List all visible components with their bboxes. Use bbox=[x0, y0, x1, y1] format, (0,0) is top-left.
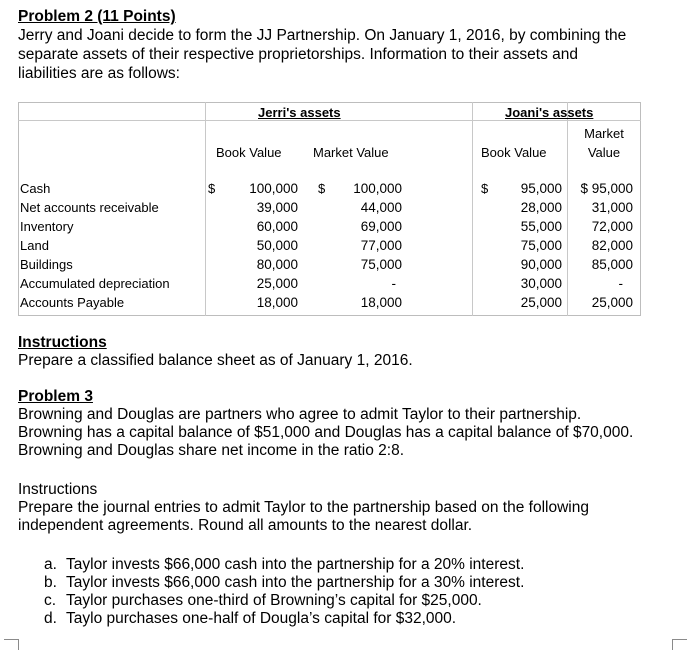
table-cell: 28,000 bbox=[520, 200, 562, 215]
table-cell: $ 95,000 bbox=[580, 181, 633, 196]
problem3-line-3: Browning and Douglas share net income in the ratio 2:8. bbox=[18, 442, 405, 459]
table-cell: 95,000 bbox=[520, 181, 562, 196]
joani-market-value-header-line1: Market bbox=[584, 126, 624, 141]
table-cell: 69,000 bbox=[360, 219, 402, 234]
row-label: Net accounts receivable bbox=[20, 200, 159, 215]
problem2-title: Problem 2 (11 Points) bbox=[18, 8, 176, 25]
instructions2-title: Instructions bbox=[18, 334, 107, 351]
jerri-market-dollar-sign: $ bbox=[318, 181, 326, 196]
jerri-market-values bbox=[330, 179, 402, 312]
table-cell: 60,000 bbox=[256, 219, 298, 234]
table-cell: 39,000 bbox=[256, 200, 298, 215]
table-cell: - bbox=[391, 276, 396, 291]
table-cell: 31,000 bbox=[591, 200, 633, 215]
row-labels bbox=[20, 179, 170, 312]
joani-market-values bbox=[566, 179, 633, 312]
problem3-line-2: Browning has a capital balance of $51,000 and Douglas has a capital balance of $70,000. bbox=[18, 424, 634, 441]
jerri-book-dollar-sign: $ bbox=[208, 181, 216, 196]
joani-book-dollar-sign: $ bbox=[481, 181, 489, 196]
table-cell: 80,000 bbox=[256, 257, 298, 272]
row-label: Accounts Payable bbox=[20, 295, 125, 310]
jerri-book-values bbox=[226, 179, 298, 312]
problem2-line-3: liabilities are as follows: bbox=[18, 65, 180, 82]
instructions3-line-1: Prepare the journal entries to admit Taylor to the partnership based on the following bbox=[18, 499, 589, 516]
joani-market-value-header-line2: Value bbox=[587, 145, 621, 160]
joani-book-values bbox=[490, 179, 562, 312]
list-item-marker: d. bbox=[44, 610, 57, 627]
table-cell: 100,000 bbox=[353, 181, 402, 196]
table-cell: 55,000 bbox=[520, 219, 562, 234]
row-label: Buildings bbox=[20, 257, 73, 272]
row-label: Inventory bbox=[20, 219, 74, 234]
row-label: Land bbox=[20, 238, 49, 253]
table-cell: 50,000 bbox=[256, 238, 298, 253]
list-item: Taylor invests $66,000 cash into the partnership for a 20% interest. bbox=[66, 556, 525, 573]
list-item: Taylor invests $66,000 cash into the partnership for a 30% interest. bbox=[66, 574, 525, 591]
table-cell: 18,000 bbox=[256, 295, 298, 310]
list-item-marker: a. bbox=[44, 556, 57, 573]
instructions2-text: Prepare a classified balance sheet as of January 1, 2016. bbox=[18, 352, 413, 369]
problem3-line-1: Browning and Douglas are partners who agree to admit Taylor to their partnership. bbox=[18, 406, 582, 423]
problem3-title: Problem 3 bbox=[18, 388, 93, 405]
table-cell: 25,000 bbox=[591, 295, 633, 310]
list-item: Taylor purchases one-third of Browning’s capital for $25,000. bbox=[66, 592, 482, 609]
table-cell: 18,000 bbox=[360, 295, 402, 310]
joani-book-value-header: Book Value bbox=[481, 145, 547, 160]
row-label: Cash bbox=[20, 181, 51, 196]
table-cell: 100,000 bbox=[249, 181, 298, 196]
page-corner-mark bbox=[4, 639, 19, 650]
problem2-line-1: Jerry and Joani decide to form the JJ Partnership. On January 1, 2016, by combining the bbox=[18, 27, 627, 44]
table-divider bbox=[472, 102, 473, 316]
table-cell: 72,000 bbox=[591, 219, 633, 234]
table-cell: 25,000 bbox=[256, 276, 298, 291]
jerri-assets-header: Jerri's assets bbox=[258, 105, 341, 120]
table-cell: 85,000 bbox=[591, 257, 633, 272]
table-cell: 82,000 bbox=[591, 238, 633, 253]
table-divider bbox=[205, 102, 206, 316]
table-cell: 75,000 bbox=[520, 238, 562, 253]
jerri-book-value-header: Book Value bbox=[216, 145, 282, 160]
table-cell: 44,000 bbox=[360, 200, 402, 215]
joani-assets-header: Joani's assets bbox=[505, 105, 594, 120]
list-item-marker: b. bbox=[44, 574, 57, 591]
instructions3-title: Instructions bbox=[18, 481, 98, 498]
problem2-line-2: separate assets of their respective proprietorships. Information to their assets and bbox=[18, 46, 579, 63]
jerri-market-value-header: Market Value bbox=[313, 145, 389, 160]
page-corner-mark bbox=[672, 639, 687, 650]
table-cell: - bbox=[618, 276, 623, 291]
row-label: Accumulated depreciation bbox=[20, 276, 170, 291]
list-item: Taylo purchases one-half of Dougla’s capital for $32,000. bbox=[66, 610, 457, 627]
table-cell: 25,000 bbox=[520, 295, 562, 310]
table-cell: 77,000 bbox=[360, 238, 402, 253]
table-cell: 30,000 bbox=[520, 276, 562, 291]
instructions3-line-2: independent agreements. Round all amounts to the nearest dollar. bbox=[18, 517, 473, 534]
table-cell: 75,000 bbox=[360, 257, 402, 272]
table-cell: 90,000 bbox=[520, 257, 562, 272]
list-item-marker: c. bbox=[44, 592, 57, 609]
